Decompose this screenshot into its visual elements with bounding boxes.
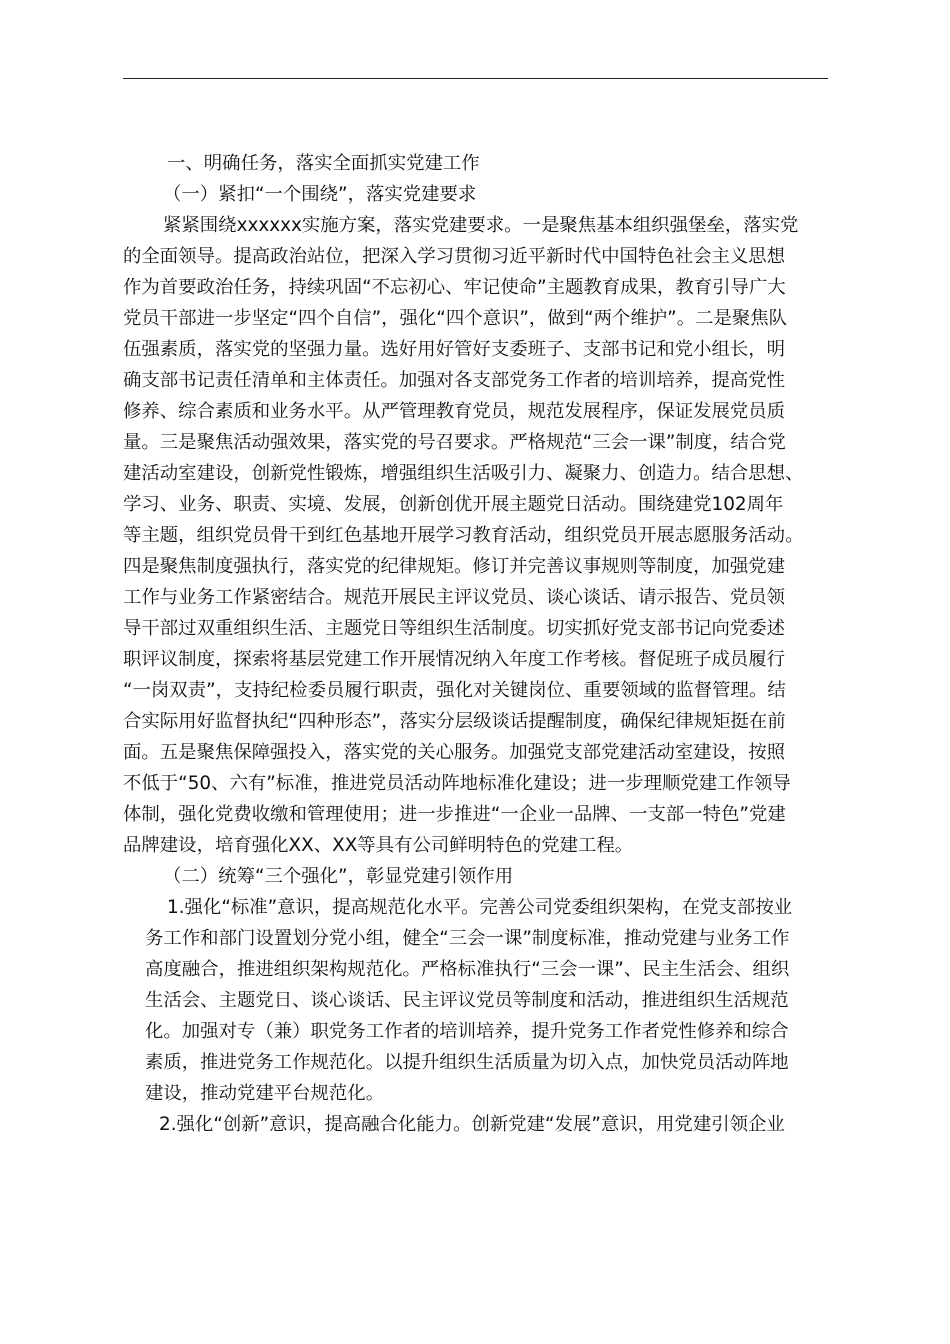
- subsection-heading: （一）紧扣“一个围绕”，落实党建要求: [163, 184, 477, 205]
- text-line: 高度融合，推进组织架构规范化。严格标准执行“三会一课”、民主生活会、组织: [145, 959, 790, 980]
- document-body: [123, 148, 828, 1140]
- text-line: 四是聚焦制度强执行，落实党的纪律规矩。修订并完善议事规则等制度，加强党建: [123, 556, 786, 577]
- text-line: 工作与业务工作紧密结合。规范开展民主评议党员、谈心谈话、请示报告、党员领: [123, 587, 786, 608]
- text-line: 的全面领导。提高政治站位，把深入学习贯彻习近平新时代中国特色社会主义思想: [123, 246, 786, 267]
- text-line: 确支部书记责任清单和主体责任。加强对各支部党务工作者的培训培养，提高党性: [123, 370, 786, 391]
- text-line: 建活动室建设，创新党性锻炼，增强组织生活吸引力、凝聚力、创造力。结合思想、: [123, 463, 804, 484]
- text-line: “一岗双责”，支持纪检委员履行职责，强化对关键岗位、重要领域的监督管理。结: [123, 680, 786, 701]
- text-line: 务工作和部门设置划分党小组，健全“三会一课”制度标准，推动党建与业务工作: [145, 928, 790, 949]
- subsection-heading: （二）统筹“三个强化”，彰显党建引领作用: [163, 866, 514, 887]
- text-line: 不低于“50、六有”标准，推进党员活动阵地标准化建设；进一步理顺党建工作领导: [123, 773, 791, 794]
- text-line: 作为首要政治任务，持续巩固“不忘初心、牢记使命”主题教育成果，教育引导广大: [123, 277, 786, 298]
- text-line: 体制，强化党费收缴和管理使用；进一步推进“一企业一品牌、一支部一特色”党建: [123, 804, 786, 825]
- text-line: 1.强化“标准”意识，提高规范化水平。完善公司党委组织架构，在党支部按业: [167, 897, 793, 918]
- text-line: 面。五是聚焦保障强投入，落实党的关心服务。加强党支部党建活动室建设，按照: [123, 742, 786, 763]
- text-line: 生活会、主题党日、谈心谈话、民主评议党员等制度和活动，推进组织生活规范: [145, 990, 789, 1011]
- text-line: 化。加强对专（兼）职党务工作者的培训培养，提升党务工作者党性修养和综合: [145, 1021, 789, 1042]
- text-line: 职评议制度，探索将基层党建工作开展情况纳入年度工作考核。督促班子成员履行: [123, 649, 786, 670]
- text-line: 学习、业务、职责、实境、发展，创新创优开展主题党日活动。围绕建党102周年: [123, 494, 784, 515]
- text-line: 量。三是聚焦活动强效果，落实党的号召要求。严格规范“三会一课”制度，结合党: [123, 432, 786, 453]
- text-line: 修养、综合素质和业务水平。从严管理教育党员，规范发展程序，保证发展党员质: [123, 401, 786, 422]
- text-line: 紧紧围绕xxxxxx实施方案，落实党建要求。一是聚焦基本组织强堡垒，落实党: [163, 215, 799, 236]
- text-line: 素质，推进党务工作规范化。以提升组织生活质量为切入点，加快党员活动阵地: [145, 1052, 789, 1073]
- header-rule: [123, 78, 828, 79]
- text-line: 伍强素质，落实党的坚强力量。选好用好管好支委班子、支部书记和党小组长，明: [123, 339, 786, 360]
- text-line: 品牌建设，培育强化XX、XX等具有公司鲜明特色的党建工程。: [123, 835, 634, 856]
- text-line: 导干部过双重组织生活、主题党日等组织生活制度。切实抓好党支部书记向党委述: [123, 618, 786, 639]
- text-line: 党员干部进一步坚定“四个自信”，强化“四个意识”，做到“两个维护”。二是聚焦队: [123, 308, 788, 329]
- text-line: 建设，推动党建平台规范化。: [145, 1083, 385, 1104]
- text-line: 合实际用好监督执纪“四种形态”，落实分层级谈话提醒制度，确保纪律规矩挺在前: [123, 711, 786, 732]
- text-line: 等主题，组织党员骨干到红色基地开展学习教育活动，组织党员开展志愿服务活动。: [123, 525, 804, 546]
- text-line: 2.强化“创新”意识，提高融合化能力。创新党建“发展”意识，用党建引领企业: [159, 1114, 785, 1135]
- section-heading: 一、明确任务，落实全面抓实党建工作: [167, 153, 480, 174]
